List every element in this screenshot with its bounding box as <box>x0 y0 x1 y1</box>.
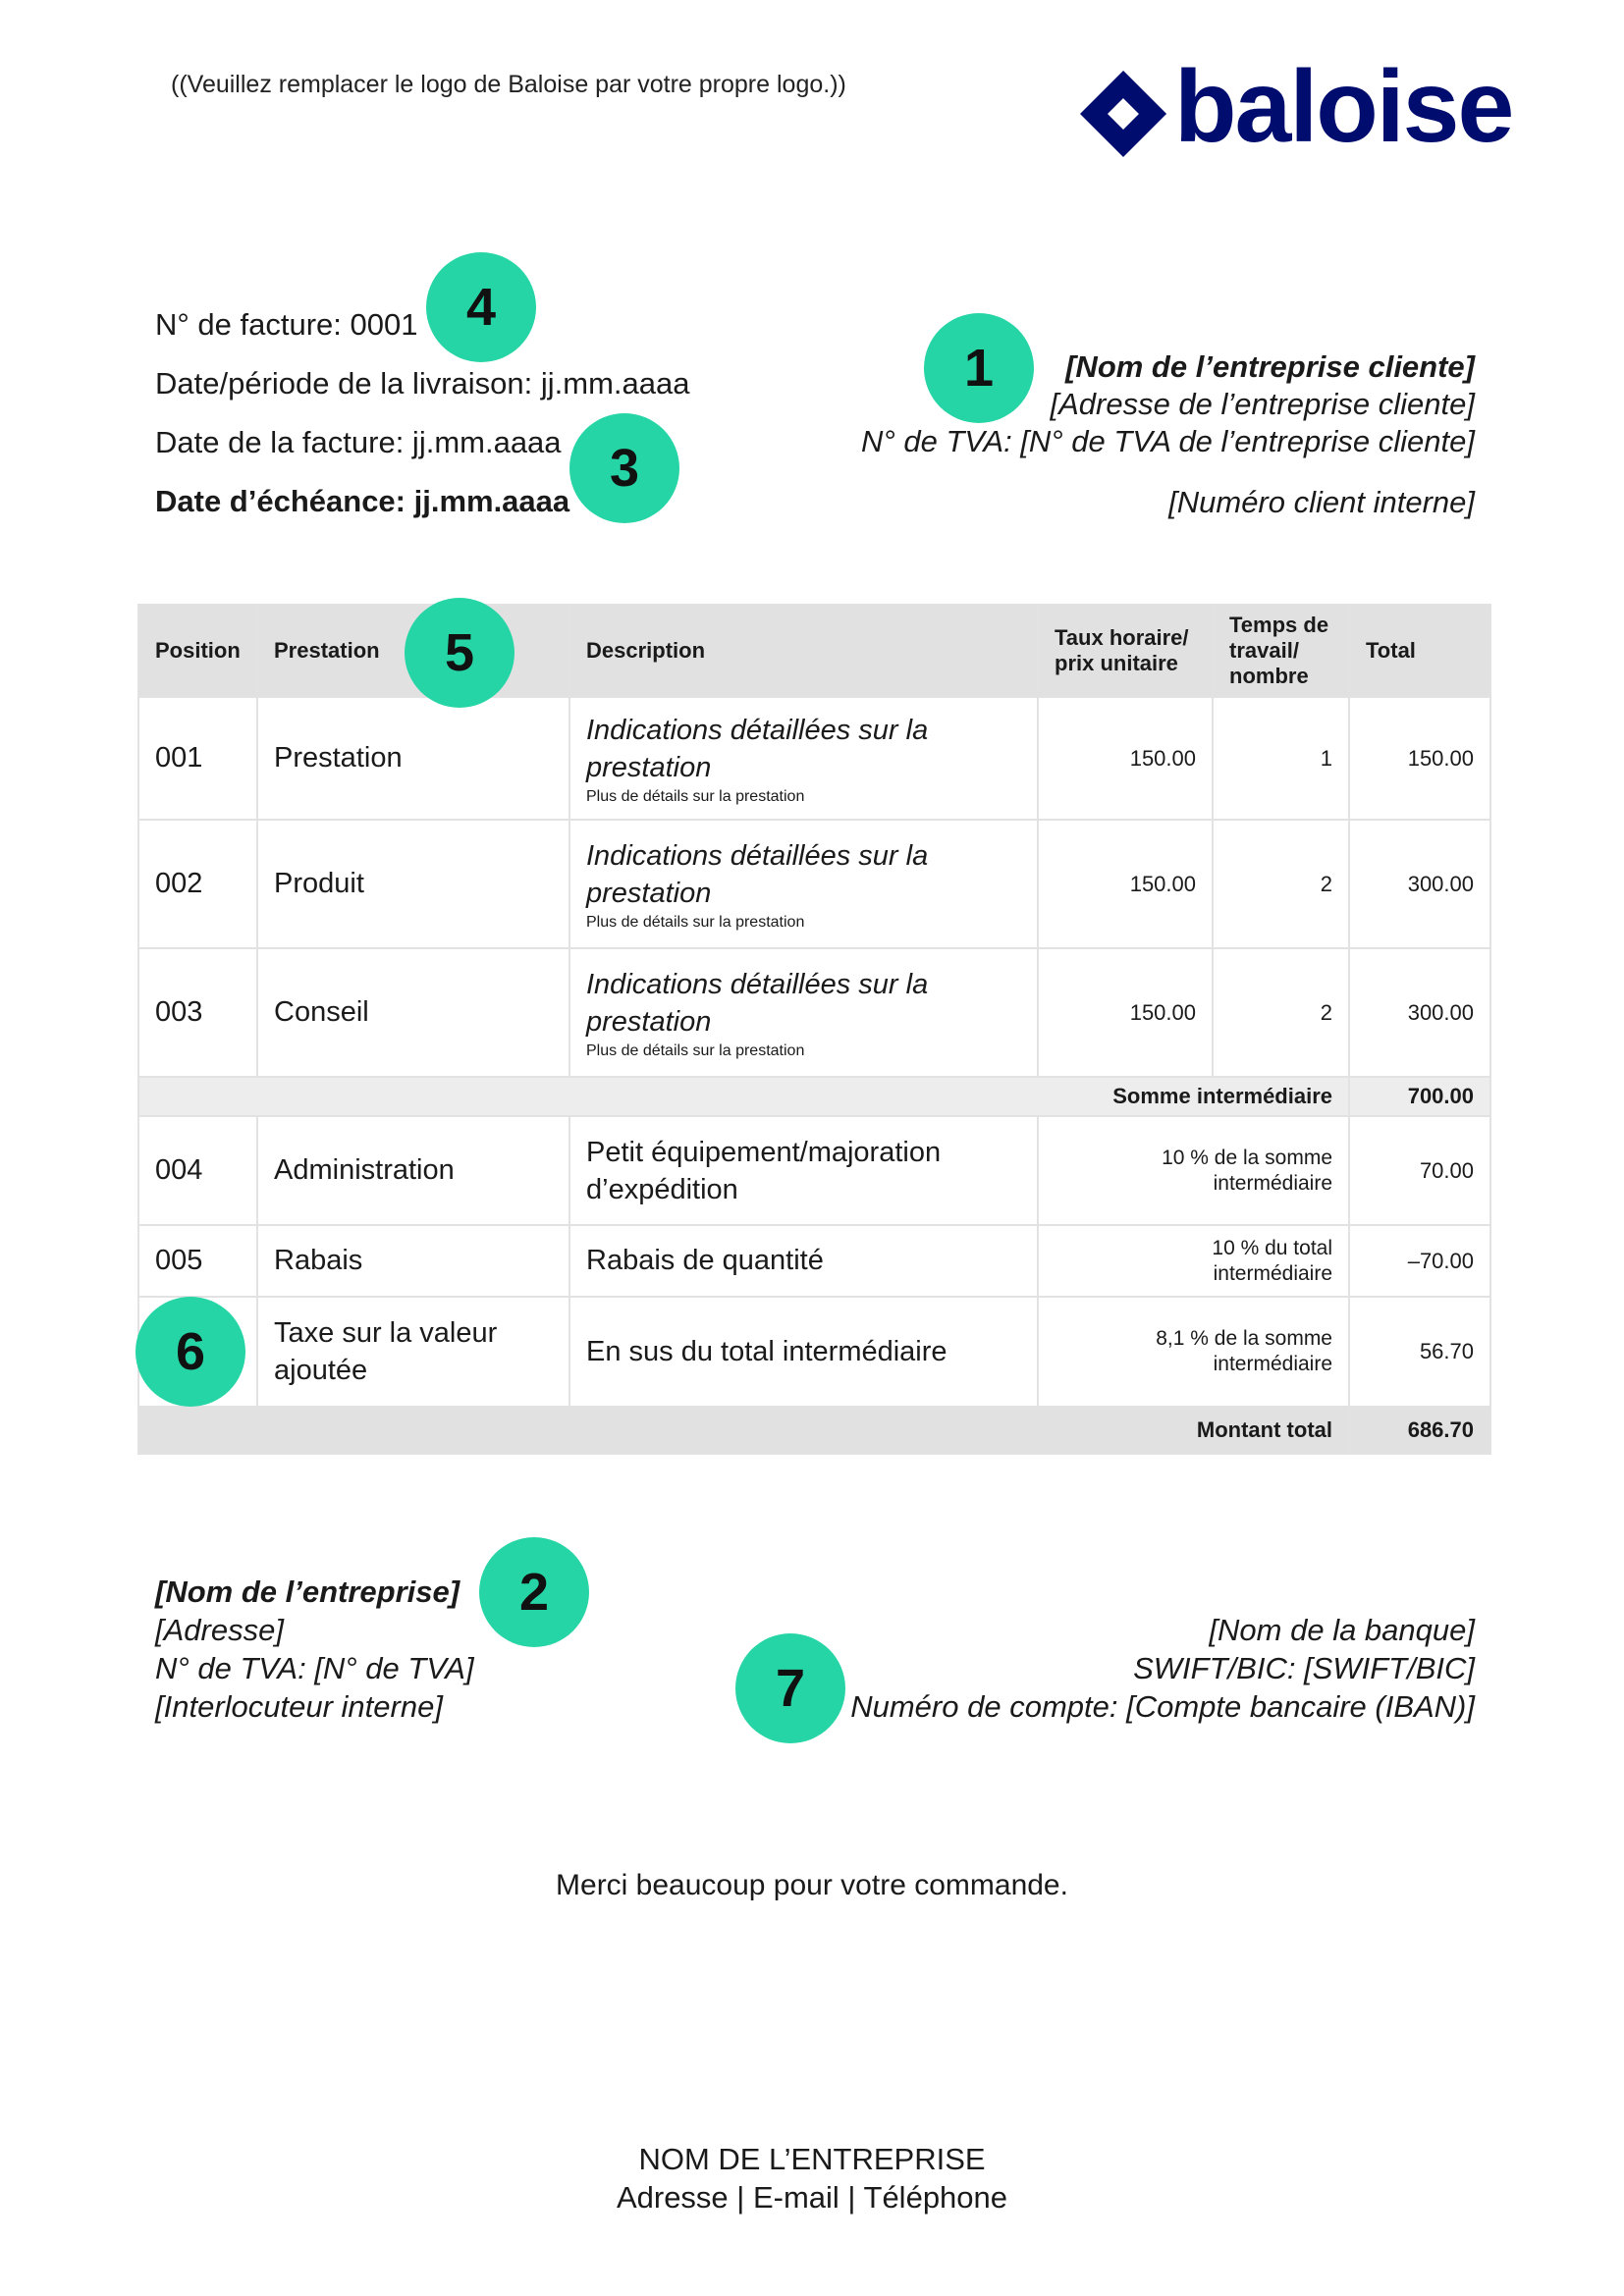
delivery-date: Date/période de la livraison: jj.mm.aaaa <box>155 366 690 400</box>
subtotal-row: Somme intermédiaire 700.00 <box>138 1077 1490 1116</box>
baloise-diamond-icon <box>1078 69 1168 159</box>
header-rate: Taux horaire/ prix unitaire <box>1038 605 1213 697</box>
table-row: 002 Produit Indications détaillées sur la prestation Plus de détails sur la prestation 150.00 2 300.00 <box>138 820 1490 948</box>
invoice-table <box>137 604 1491 1455</box>
company-address: [Adresse] <box>155 1613 284 1647</box>
invoice-date: Date de la facture: jj.mm.aaaa <box>155 425 562 459</box>
thank-you-note: Merci beaucoup pour votre commande. <box>556 1869 1068 1901</box>
table-row: Taxe sur la valeur ajoutée En sus du total intermédiaire 8,1 % de la somme intermédiaire 56.70 <box>138 1297 1490 1407</box>
client-name: [Nom de l’entreprise cliente] <box>1065 349 1475 384</box>
invoice-number: N° de facture: 0001 <box>155 307 418 342</box>
client-number: [Numéro client interne] <box>1168 485 1475 519</box>
bank-info <box>850 1611 1475 1726</box>
company-name: [Nom de l’entreprise] <box>155 1575 460 1609</box>
company-contact: [Interlocuteur interne] <box>155 1689 443 1724</box>
header-total: Total <box>1349 605 1490 697</box>
table-row: 003 Conseil Indications détaillées sur la prestation Plus de détails sur la prestation 150.00 2 300.00 <box>138 948 1490 1077</box>
client-address: [Adresse de l’entreprise cliente] <box>1050 387 1475 421</box>
header-position: Position <box>138 605 257 697</box>
table-row: 004 Administration Petit équipement/majoration d’expédition 10 % de la somme intermédiaire 70.00 <box>138 1116 1490 1225</box>
company-logo <box>1078 50 1513 164</box>
bank-name: [Nom de la banque] <box>1209 1613 1475 1647</box>
marker-6: 6 <box>135 1297 245 1407</box>
marker-4: 4 <box>426 252 536 362</box>
due-date: Date d’échéance: jj.mm.aaaa <box>155 484 570 518</box>
logo-note: ((Veuillez remplacer le logo de Baloise par votre propre logo.)) <box>171 71 846 98</box>
bank-account: Numéro de compte: [Compte bancaire (IBAN)] <box>850 1689 1475 1724</box>
footer-contact: Adresse | E-mail | Téléphone <box>616 2180 1008 2215</box>
marker-3: 3 <box>569 413 679 523</box>
logo-wordmark: baloise <box>1174 50 1513 164</box>
header-prestation: Prestation <box>257 605 569 697</box>
header-description: Description <box>569 605 1038 697</box>
company-vat: N° de TVA: [N° de TVA] <box>155 1651 474 1685</box>
marker-7: 7 <box>735 1633 845 1743</box>
marker-2: 2 <box>479 1537 589 1647</box>
marker-1: 1 <box>924 313 1034 423</box>
footer <box>0 2140 1624 2216</box>
footer-company: NOM DE L’ENTREPRISE <box>638 2142 986 2176</box>
table-header-row <box>138 605 1490 697</box>
company-info <box>155 1573 474 1726</box>
bank-swift: SWIFT/BIC: [SWIFT/BIC] <box>1133 1651 1475 1685</box>
table-row: 005 Rabais Rabais de quantité 10 % du total intermédiaire –70.00 <box>138 1225 1490 1297</box>
total-row: Montant total 686.70 <box>138 1407 1490 1454</box>
header-time: Temps de travail/ nombre <box>1213 605 1349 697</box>
client-vat: N° de TVA: [N° de TVA de l’entreprise cliente] <box>861 424 1475 458</box>
table-row: 001 Prestation Indications détaillées sur la prestation Plus de détails sur la prestation 150.00 1 150.00 <box>138 697 1490 820</box>
marker-5: 5 <box>405 598 514 708</box>
